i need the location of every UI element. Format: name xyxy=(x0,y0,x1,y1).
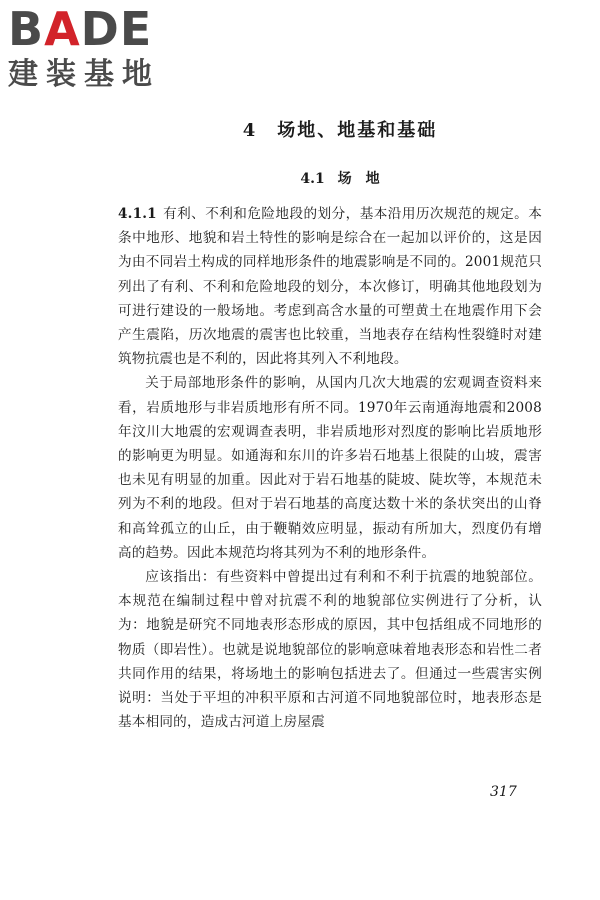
publisher-logo xyxy=(8,2,178,98)
paragraph-text: 有利、不利和危险地段的划分，基本沿用历次规范的规定。本条中地形、地貌和岩土特性的影响是综合在一起加以评价的，这是因为由不同岩土构成的同样地形条件的地震影响是不同的。2001规范只列出了有利、不利和危险地段的划分，本次修订，明确其他地段划为可进行建设的一般场地。考虑到高含水量的可塑黄土在地震作用下会产生震陷，历次地震的震害也比较重，当地表存在结构性裂缝时对建筑物抗震也是不利的，因此将其列入不利地段。 xyxy=(118,206,542,368)
logo-mark: BADE xyxy=(8,2,153,56)
section-title: 4.1 场 地 xyxy=(300,171,380,187)
clause-number: 4.1.1 xyxy=(118,206,157,222)
paragraph xyxy=(118,202,542,371)
paragraph: 应该指出：有些资料中曾提出过有利和不利于抗震的地貌部位。本规范在编制过程中曾对抗震不利的地貌部位实例进行了分析，认为：地貌是研究不同地表形态形成的原因，其中包括组成不同地形的物质（即岩性）。也就是说地貌部位的影响意味着地表形态和岩性二者共同作用的结果，将场地土的影响包括进去了。但通过一些震害实例说明：当处于平坦的冲积平原和古河道不同地貌部位时，地表形态是基本相同的，造成古河道上房屋震 xyxy=(118,569,542,731)
chapter-title: 4 场地、地基和基础 xyxy=(242,120,438,141)
paragraph: 关于局部地形条件的影响，从国内几次大地震的宏观调查资料来看，岩质地形与非岩质地形有所不同。1970年云南通海地震和2008年汶川大地震的宏观调查表明，非岩质地形对烈度的影响比岩质地形的影响更为明显。如通海和东川的许多岩石地基上很陡的山坡，震害也未见有明显的加重。因此对于岩石地基的陡坡、陡坎等，本规范未列为不利的地段。但对于岩石地基的高度达数十米的条状突出的山脊和高耸孤立的山丘，由于鞭鞘效应明显，振动有所加大，烈度仍有增高的趋势。因此本规范均将其列为不利的地形条件。 xyxy=(118,375,542,561)
page-number: 317 xyxy=(490,784,517,800)
logo-subtitle: 建装基地 xyxy=(8,57,160,92)
body-text xyxy=(118,202,542,734)
